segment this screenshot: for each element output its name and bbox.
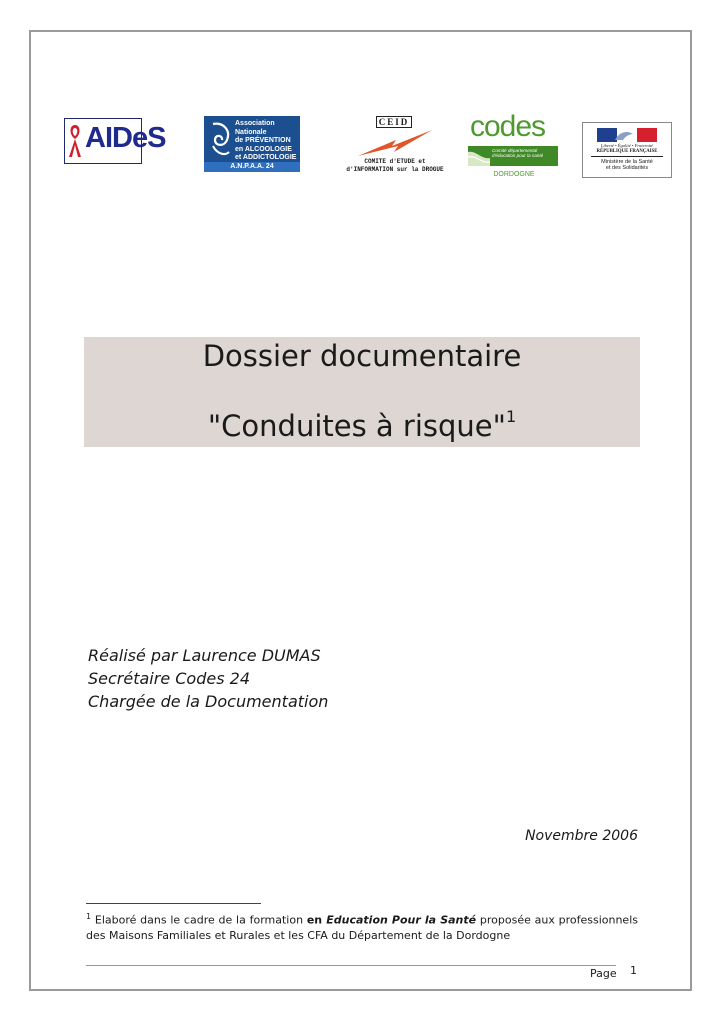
footnote [86,909,638,943]
french-flag-icon [597,128,657,142]
aides-logo [64,118,166,164]
ministry-motto: Liberté • Égalité • Fraternité [600,143,654,148]
anpaa-line: en ALCOOLOGIE [235,145,292,153]
red-ribbon-icon [67,123,83,159]
document-subtitle [84,407,640,443]
codes-department: DORDOGNE [493,171,535,178]
ministry-divider [591,156,663,157]
ceid-box: CEID [376,116,412,128]
footnote-pre: Elaboré dans le cadre de la formation [91,913,307,927]
anpaa-line: et ADDICTOLOGIE [235,154,297,162]
credit-line: Réalisé par Laurence DUMAS [88,646,321,665]
ceid-logo [336,116,454,176]
ministry-line1: Ministère de la Santé [601,159,653,165]
document-date: Novembre 2006 [525,828,638,844]
page-label: Page [590,967,617,980]
subtitle-text: "Conduites à risque" [207,409,506,443]
footnote-bold: en [306,913,327,927]
anpaa-line: Association Nationale [235,120,275,136]
codes-wordmark: codes [470,110,546,143]
lightning-bolt-icon [336,126,454,160]
aides-wordmark: AIDeS [85,122,166,154]
footnote-bold-italic: Education Pour la Santé [326,913,477,927]
document-title: Dossier documentaire [202,339,522,373]
footnote-mark: 1 [86,912,92,921]
ceid-line2: d'INFORMATION sur la DROGUE [346,166,444,173]
ceid-line1: COMITE d'ETUDE et [364,158,426,165]
footnote-reference: 1 [505,407,517,426]
credits [88,644,328,713]
credit-line: Secrétaire Codes 24 [88,669,250,688]
anpaa-logo [204,116,300,172]
footer-rule [86,965,616,966]
page-number: 1 [630,964,637,977]
ministry-logo [582,122,672,178]
footnote-separator [86,903,261,904]
ministry-republic: RÉPUBLIQUE FRANÇAISE [596,149,658,154]
anpaa-line: de PRÉVENTION [235,137,291,145]
title-band [84,337,640,447]
codes-logo [468,110,560,182]
anpaa-text [235,120,299,163]
credit-line: Chargée de la Documentation [88,692,329,711]
anpaa-emblem-icon [207,120,233,160]
ministry-line2: et des Solidarités [605,165,649,171]
footnote-post: proposée aux professionnels des Maisons Familiales et Rurales et les CFA du Département de la Dordogne [86,913,638,942]
codes-tagline: Comité départemental d'éducation pour la santé [492,148,544,159]
anpaa-footer: A.N.P.A.A. 24 [204,162,300,172]
